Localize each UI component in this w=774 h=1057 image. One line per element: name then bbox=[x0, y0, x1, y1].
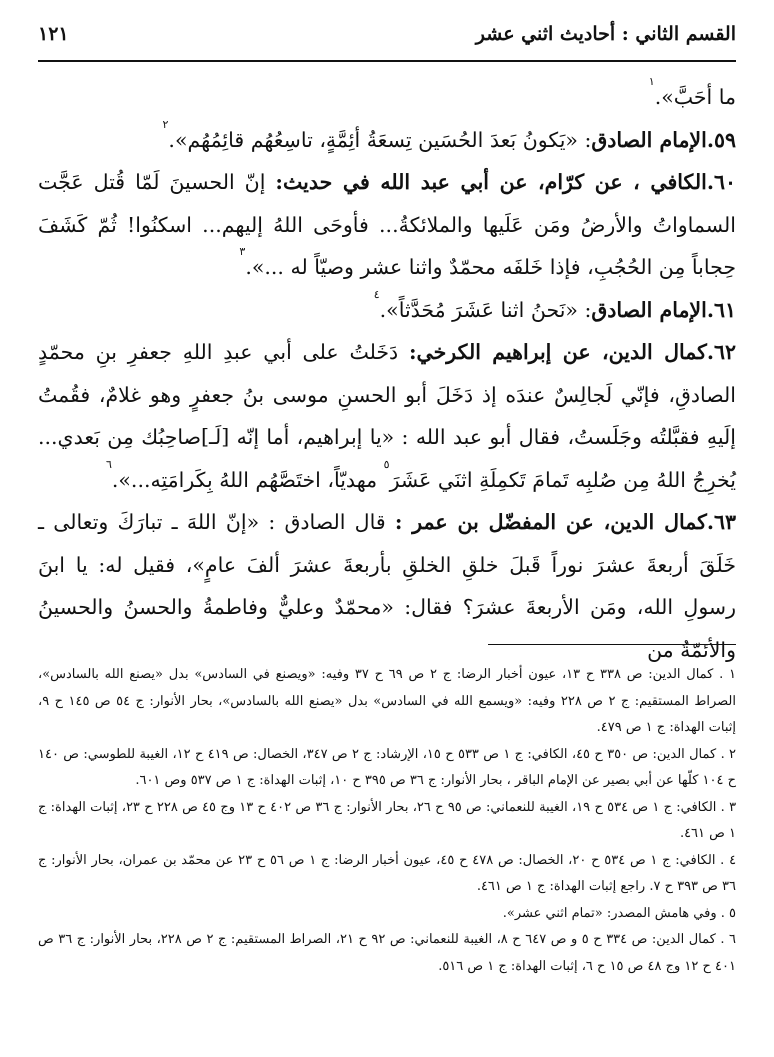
hadith-59 bbox=[38, 119, 736, 162]
main-text bbox=[38, 76, 736, 671]
hadith-source: كمال الدين، عن إبراهيم الكرخي: bbox=[408, 340, 707, 364]
footnote-ref: ٦ bbox=[105, 457, 112, 471]
paragraph-continuation: ما أحَبَّ».$^١$ bbox=[648, 75, 736, 109]
hadith-number: ٥٩. bbox=[706, 127, 736, 152]
footnote-2: ٢ . كمال الدين: ص ٣٥٠ ح ٤٥، الكافي: ج ١ ص ٥٣٣ ح ١٥، الإرشاد: ج ٢ ص ٣٤٧، الخصال: ص ٤١٩ ح ١٢، الغيبة للطوسي: ص ١٤٠ ح ١٠٤ كلّها عن أبي بصير عن الإمام الباقر ، بحار الأنوار: ج ٣٦ ص ٣٩٥ ح ١٠، إثبات الهداة: ج ١ ص ٥٣٧ وص ٦٠١. bbox=[38, 746, 737, 788]
footnotes bbox=[38, 662, 736, 980]
hadith-text: قال الصادق : «إنّ اللهَ ـ تبارَكَ وتعالى ـ خَلَقَ أربعةَ عشرَ نوراً قَبلَ خلقِ الخلقِ بأربعةَ عشرَ ألفَ عامٍ»، فقيل له: يا ابنَ رسولِ الله، ومَن الأربعةَ عشرَ؟ فقال: «محمّدٌ وعليٌّ وفاطمةُ والحسنُ والحسينُ والأئمّةُ من bbox=[38, 510, 736, 662]
footnote-5: ٥ . وفي هامش المصدر: «تمام اثني عشر». bbox=[502, 905, 736, 921]
footnote-1: ١ . كمال الدين: ص ٣٣٨ ح ١٣، عيون أخبار الرضا: ج ٢ ص ٦٩ ح ٣٧ وفيه: «ويصنع في السادس» بدل «يصنع الله بالسادس»، الصراط المستقيم: ج ٢ ص ٢٢٨ وفيه: «ويسمع الله في السادس» بدل «يصنع الله بالسادس»، بحار الأنوار: ج ٥٤ ص ١٤٥ ح ٩، إثبات الهداة: ج ١ ص ٤٧٩. bbox=[38, 667, 737, 735]
running-title: القسم الثاني : أحاديث اثني عشر bbox=[475, 23, 736, 45]
hadith-61 bbox=[38, 289, 736, 332]
hadith-source: الكافي ، عن كرّام، عن أبي عبد الله في حديث: bbox=[275, 170, 707, 194]
book-page bbox=[38, 14, 737, 974]
hadith-number: ٦٣. bbox=[706, 510, 737, 534]
footnote-ref: ٢ bbox=[162, 117, 169, 131]
footnote-4: ٤ . الكافي: ج ١ ص ٥٣٤ ح ٢٠، الخصال: ص ٤٧٨ ح ٤٥، عيون أخبار الرضا: ج ١ ص ٥٦ ح ٢٣ عن محمّد بن عمران، بحار الأنوار: ج ٣٦ ص ٣٩٣ ح ٧. راجع إثبات الهداة: ج ١ ص ٤٦١. bbox=[38, 852, 737, 894]
hadith-text: : «يَكونُ بَعدَ الحُسَين تِسعَةُ أئِمَّةٍ، تاسِعُهُم قائِمُهُم». bbox=[168, 127, 592, 152]
footnote-separator bbox=[488, 644, 736, 645]
hadith-text-after: مهديّاً، اختَصَّهُم اللهُ بِكَرامَتِه...». bbox=[111, 467, 384, 492]
hadith-number: ٦١. bbox=[706, 297, 736, 322]
header-rule bbox=[38, 60, 736, 62]
hadith-source: الإمام الصادق bbox=[591, 297, 707, 322]
hadith-63 bbox=[38, 501, 736, 671]
hadith-number: ٦٢. bbox=[706, 340, 737, 364]
hadith-text: : «نَحنُ اثنا عَشَرَ مُحَدَّثاً». bbox=[379, 297, 592, 322]
hadith-62 bbox=[38, 331, 736, 501]
hadith-60 bbox=[38, 161, 736, 289]
hadith-text: دَخَلتُ على أبي عبدِ اللهِ جعفرِ بنِ محمّدٍ الصادقِ، فإنّي لَجالِسٌ عندَه إذ دَخَلَ أبو الحسنِ موسى بنُ جعفرٍ وهو غلامٌ، فقُمتُ إلَيهِ فقبَّلتُه وجَلَستُ، فقال أبو عبد الله : «يا إبراهيم، أما إنّه [لَـ]صاحِبُك مِن بَعدي... يُخرِجُ اللهُ مِن صُلبِه تَمامَ تَكمِلَةِ اثنَي عَشَرَ bbox=[38, 340, 736, 492]
hadith-number: ٦٠. bbox=[706, 170, 736, 194]
footnote-6: ٦ . كمال الدين: ص ٣٣٤ ح ٥ و ص ٦٤٧ ح ٨، الغيبة للنعماني: ص ٩٢ ح ٢١، الصراط المستقيم: ج ٢ ص ٢٢٨، بحار الأنوار: ج ٣٦ ص ٤٠١ ح ١٢ وج ٤٨ ص ١٥ ح ٦، إثبات الهداة: ج ١ ص ٥١٦. bbox=[38, 932, 737, 974]
hadith-source: كمال الدين، عن المفضّل بن عمر : bbox=[394, 510, 707, 534]
page-number: ١٢١ bbox=[38, 23, 69, 45]
hadith-text: إنّ الحسينَ لَمّا قُتل عَجَّت السماواتُ والأرضُ ومَن عَلَيها والملائكةُ... فأوحَى اللهُ إليهم... اسكنُوا! ثُمّ كَشَفَ حِجاباً مِن الحُجُبِ، فإذا خَلفَه محمّدٌ واثنا عشر وصيّاً له ...». bbox=[38, 170, 736, 279]
footnote-3: ٣ . الكافي: ج ١ ص ٥٣٤ ح ١٩، الغيبة للنعماني: ص ٩٥ ح ٢٦، بحار الأنوار: ج ٣٦ ص ٤٠٢ ح ١٣ وج ٤٥ ص ٢٢٨ ح ٢٣، إثبات الهداة: ج ١ ص ٤٦١. bbox=[38, 799, 737, 841]
footnote-ref: ٣ bbox=[239, 245, 246, 258]
footnote-ref: ١ bbox=[648, 75, 655, 88]
hadith-source: الإمام الصادق bbox=[591, 127, 707, 152]
footnote-ref: ٥ bbox=[383, 457, 390, 471]
footnote-ref: ٤ bbox=[373, 287, 380, 301]
page-header bbox=[38, 14, 736, 54]
